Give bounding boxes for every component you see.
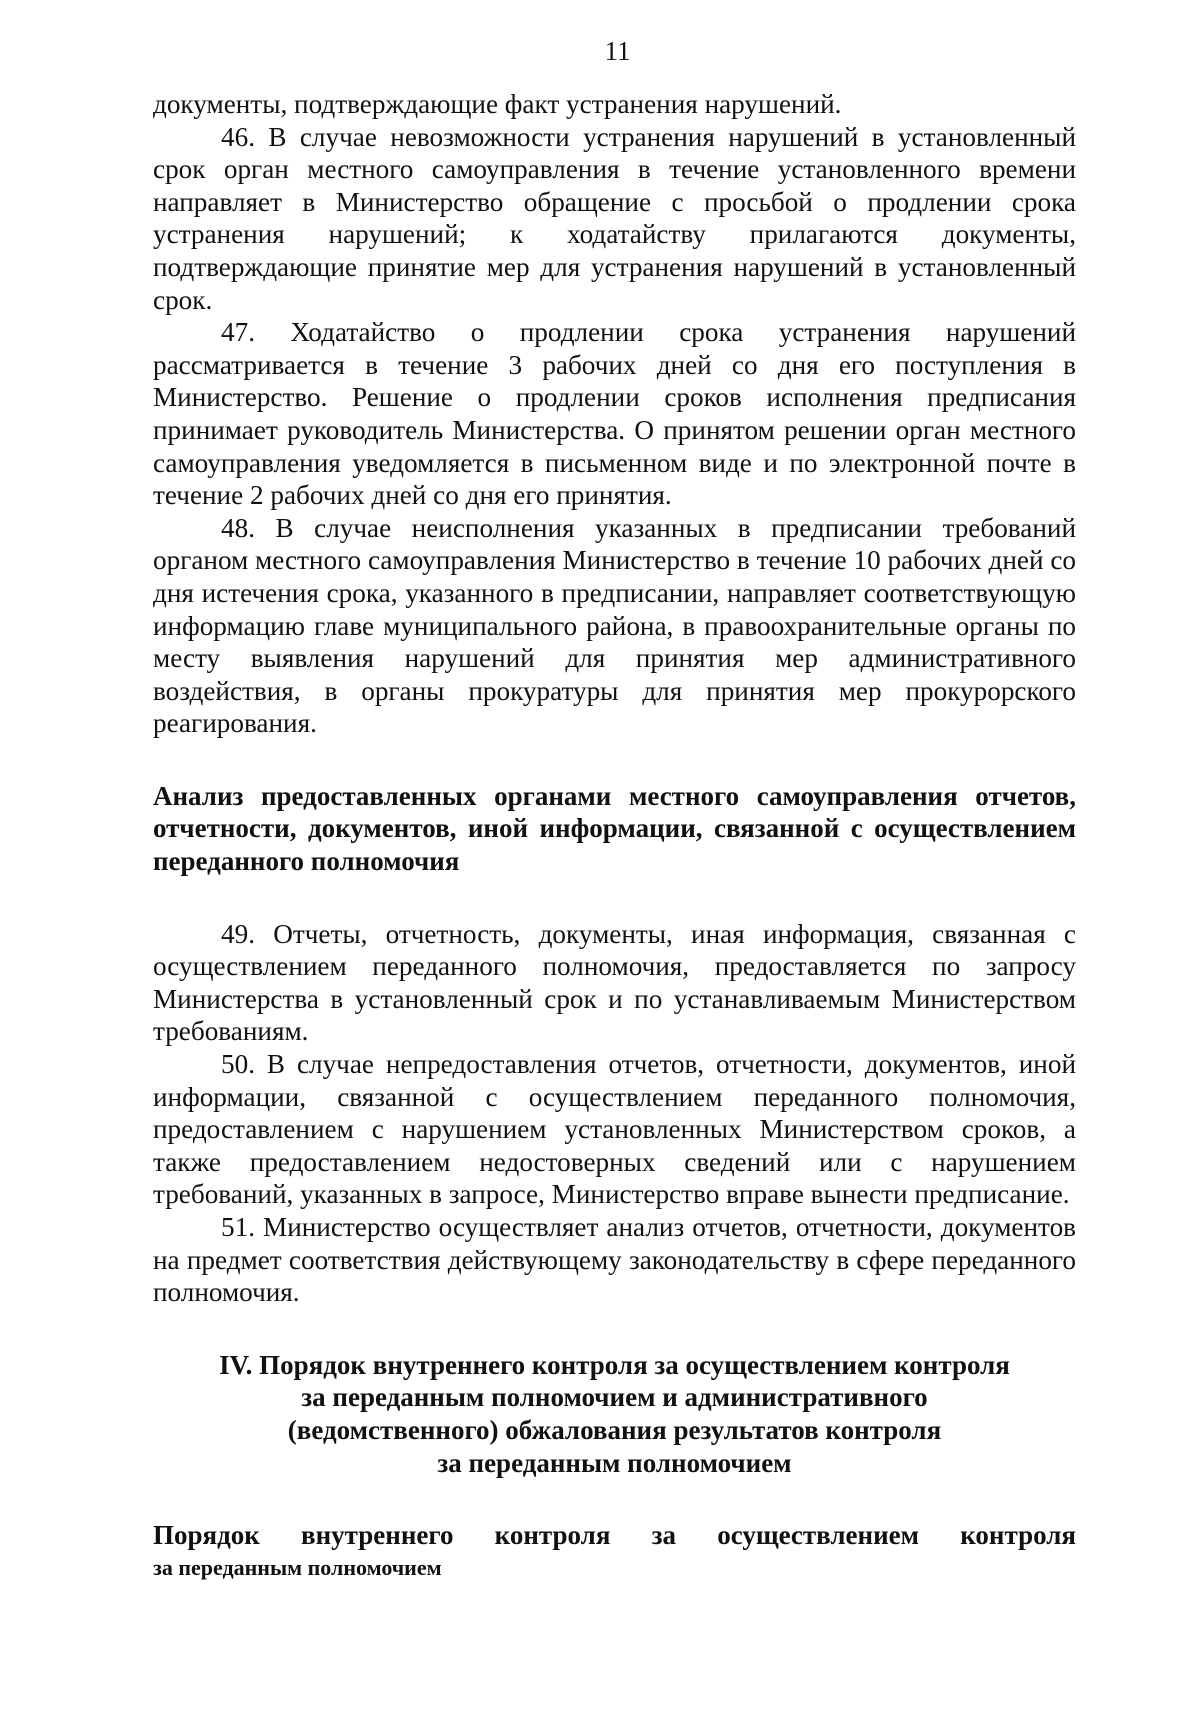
paragraph-49: 49. Отчеты, отчетность, документы, иная информация, связанная с осуществлением переданного полномочия, предоставляется по запросу Министерства в установленный срок и по устанавливаемым Министерством требованиям. [153,918,1076,1047]
paragraph-50: 50. В случае непредоставления отчетов, отчетности, документов, иной информации, связанной с осуществлением переданного полномочия, предоставлением с нарушением установленных Министерством сроков, а также предоставлением недостоверных сведений или с нарушением требований, указанных в запросе, Министерство вправе вынести предписание. [153,1049,1076,1210]
heading-analysis: Анализ предоставленных органами местного самоуправления отчетов, отчетности, документов, иной информации, связанной с осуществлением переданного полномочия [153,780,1076,877]
spacer [153,1479,1076,1519]
internal-control-heading [153,1519,1076,1584]
spacer [153,740,1076,780]
paragraph-46: 46. В случае невозможности устранения нарушений в установленный срок орган местного самоуправления в течение установленного времени направляет в Министерство обращение с просьбой о продлении срока устранения нарушений; к ходатайству прилагаются документы, подтверждающие принятие мер для устранения нарушений в установленный срок. [153,121,1076,315]
spacer [153,1309,1076,1349]
paragraph-47: 47. Ходатайство о продлении срока устранения нарушений рассматривается в течение 3 рабочих дней со дня его поступления в Министерство. Решение о продлении сроков исполнения предписания принимает руководитель Министерства. О принятом решении орган местного самоуправления уведомляется в письменном виде и по электронной почте в течение 2 рабочих дней со дня его принятия. [153,317,1076,511]
section-iv-heading-line-2: за переданным полномочием и административного [301,1382,928,1413]
section-iv-heading-line-3: (ведомственного) обжалования результатов контроля [287,1414,942,1445]
internal-control-heading-line-1: Порядок внутреннего контроля за осуществлением контроля [153,1520,1076,1551]
spacer [153,878,1076,918]
paragraph-48: 48. В случае неисполнения указанных в предписании требований органом местного самоуправления Министерство в течение 10 рабочих дней со дня истечения срока, указанного в предписании, направляет соответствующую информацию главе муниципального района, в правоохранительные органы по месту выявления нарушений для принятия мер административного воздействия, в органы прокуратуры для принятия мер прокурорского реагирования. [153,512,1076,739]
section-iv-heading-line-4: за переданным полномочием [437,1447,792,1478]
section-iv-heading-line-1: IV. Порядок внутреннего контроля за осуществлением контроля [219,1349,1010,1380]
paragraph-51: 51. Министерство осуществляет анализ отчетов, отчетности, документов на предмет соответствия действующему законодательству в сфере переданного полномочия. [153,1212,1076,1308]
paragraph-continuation: документы, подтверждающие факт устранения нарушений. [153,89,842,119]
internal-control-heading-line-2: за переданным полномочием [153,1554,442,1580]
document-body [153,88,1076,1584]
page-number: 11 [604,36,631,66]
section-iv-heading [153,1349,1076,1479]
